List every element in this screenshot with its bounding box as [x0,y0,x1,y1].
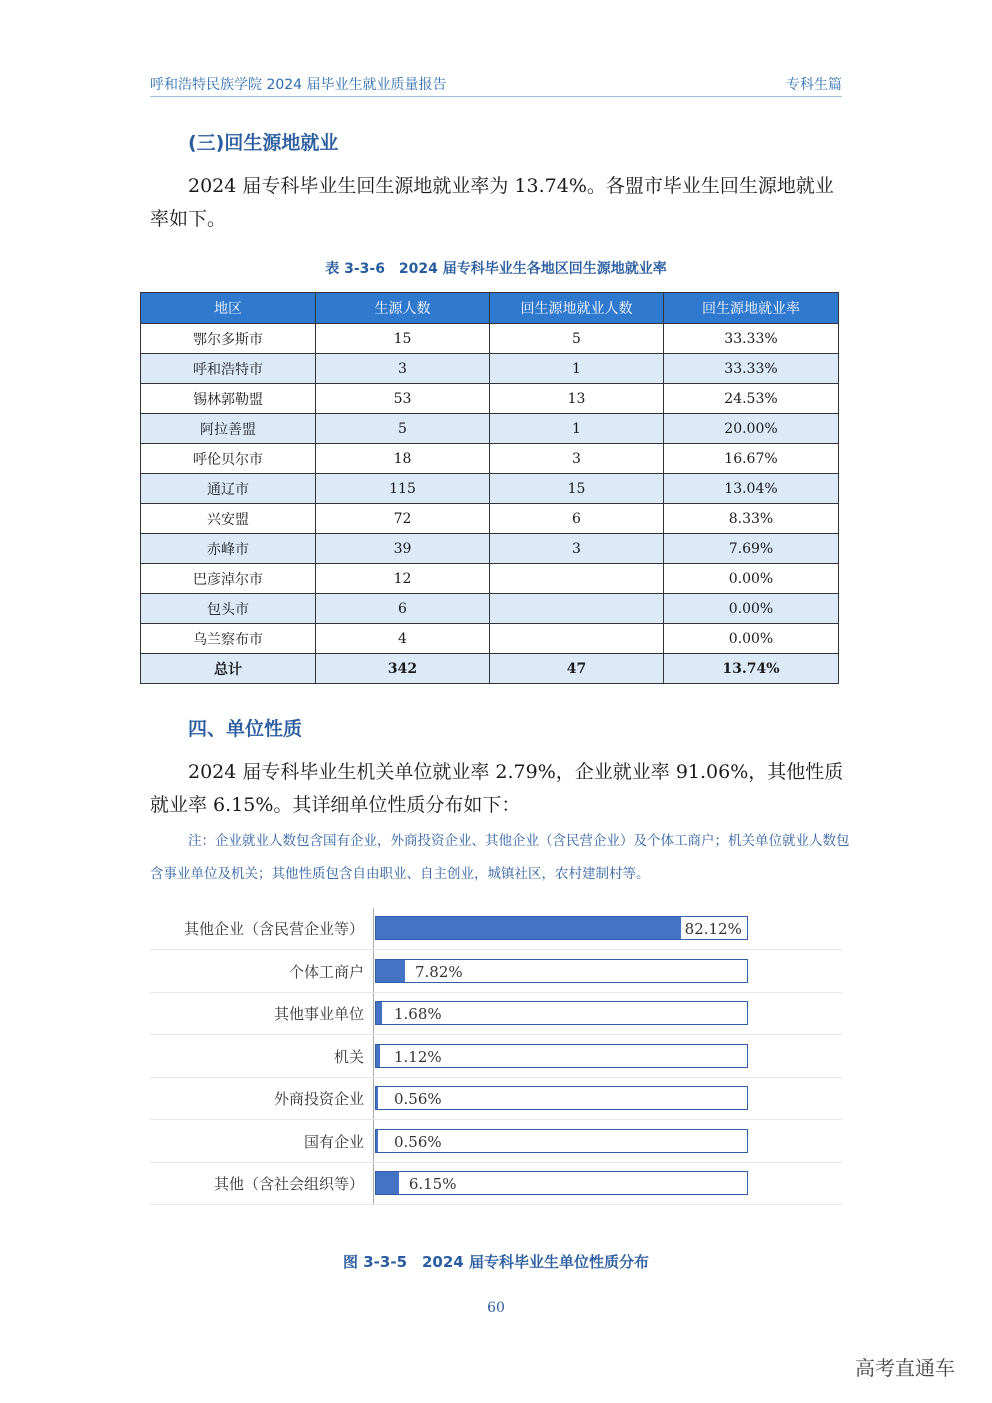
table-cell: 通辽市 [141,474,316,504]
table-cell: 16.67% [664,444,839,474]
table-cell: 5 [316,414,490,444]
table-cell: 8.33% [664,504,839,534]
chart-gridline [150,949,842,950]
chart-gridline [150,1077,842,1078]
table-cell: 乌兰察布市 [141,624,316,654]
table-cell: 0.00% [664,594,839,624]
chart-value-label: 1.12% [394,1047,442,1066]
section-4-paragraph: 2024 届专科毕业生机关单位就业率 2.79%，企业就业率 91.06%，其他性质就业率 6.15%。其详细单位性质分布如下： [150,761,844,816]
chart-axis [373,908,374,1204]
table-caption: 表 3-3-6 2024 届专科毕业生各地区回生源地就业率 [325,261,667,277]
table-cell: 3 [490,534,664,564]
table-cell: 6 [316,594,490,624]
chart-category-label: 其他事业单位 [273,1005,364,1023]
table-cell: 15 [316,324,490,354]
table-cell [490,624,664,654]
table-cell: 锡林郭勒盟 [141,384,316,414]
page-header [150,70,842,94]
page-number: 60 [487,1300,505,1316]
note-text: 注：企业就业人数包含国有企业，外商投资企业、其他企业（含民营企业）及个体工商户；机关单位就业人数包含事业单位及机关；其他性质包含自由职业、自主创业，城镇社区，农村建制村等。 [150,833,850,882]
table-cell: 6 [490,504,664,534]
chart-bar-fill [376,960,405,982]
table-row [141,534,839,564]
table-row [141,414,839,444]
table-cell [490,564,664,594]
header-report-title: 呼和浩特民族学院 2024 届毕业生就业质量报告 [150,77,447,93]
table-cell: 18 [316,444,490,474]
table-cell: 33.33% [664,354,839,384]
table-cell: 包头市 [141,594,316,624]
table-cell: 115 [316,474,490,504]
table-cell [490,594,664,624]
table-row [141,594,839,624]
table-header-row [141,293,839,324]
table-cell: 39 [316,534,490,564]
table-cell: 72 [316,504,490,534]
table-row [141,324,839,354]
chart-gridline [150,1119,842,1120]
chart-value-label: 7.82% [415,962,463,981]
chart-gridline [150,1034,842,1035]
table-total-cell: 13.74% [664,654,839,684]
section-3-paragraph: 2024 届专科毕业生回生源地就业率为 13.74%。各盟市毕业生回生源地就业率如下。 [150,175,834,230]
table-row [141,474,839,504]
header-cell-return-rate: 回生源地就业率 [664,293,839,324]
chart-bar-fill [376,1172,399,1194]
chart-caption: 图 3-3-5 2024 届专科毕业生单位性质分布 [343,1253,649,1271]
header-cell-source-count: 生源人数 [316,293,490,324]
header-section-name: 专科生篇 [786,77,842,93]
chart-value-label: 0.56% [394,1090,442,1108]
section-4-title: 四、单位性质 [188,718,303,740]
chart-bar [375,1001,748,1025]
chart-value-label: 82.12% [684,920,742,938]
table-row [141,564,839,594]
table-cell: 15 [490,474,664,504]
chart-bar [375,1044,748,1068]
table-cell: 赤峰市 [141,534,316,564]
table-cell: 0.00% [664,564,839,594]
chart-bar [375,959,748,983]
chart-gridline [150,1162,842,1163]
chart-bar [375,1171,748,1195]
table-row [141,384,839,414]
table-row [141,624,839,654]
chart-bar-fill [376,917,681,939]
chart-category-label: 外商投资企业 [273,1090,364,1108]
table-row [141,444,839,474]
table-cell: 5 [490,324,664,354]
unit-type-bar-chart [150,900,842,1220]
header-divider [150,96,842,97]
table-total-cell: 342 [316,654,490,684]
header-cell-region: 地区 [141,293,316,324]
table-cell: 13 [490,384,664,414]
table-cell: 20.00% [664,414,839,444]
table-cell: 呼和浩特市 [141,354,316,384]
table-cell: 呼伦贝尔市 [141,444,316,474]
employment-by-region-table [140,292,839,684]
table-cell: 3 [490,444,664,474]
table-row [141,354,839,384]
table-cell: 3 [316,354,490,384]
chart-bar-fill [376,1002,382,1024]
table-cell: 53 [316,384,490,414]
chart-value-label: 0.56% [394,1132,442,1151]
chart-category-label: 机关 [333,1047,364,1066]
table-cell: 0.00% [664,624,839,654]
chart-bar [375,916,748,940]
watermark-text: 高考直通车 [855,1356,955,1380]
chart-bar [375,1129,748,1153]
table-total-row [141,654,839,684]
table-cell: 13.04% [664,474,839,504]
table-total-cell: 47 [490,654,664,684]
chart-bar-fill [376,1130,378,1152]
table-cell: 巴彦淖尔市 [141,564,316,594]
chart-bar-fill [376,1045,380,1067]
chart-category-label: 个体工商户 [288,962,364,981]
table-row [141,504,839,534]
table-cell: 1 [490,414,664,444]
chart-category-label: 其他（含社会组织等） [213,1175,364,1193]
chart-category-label: 国有企业 [303,1132,364,1151]
table-cell: 7.69% [664,534,839,564]
table-total-cell: 总计 [141,654,316,684]
table-cell: 12 [316,564,490,594]
chart-value-label: 1.68% [394,1005,442,1023]
table-cell: 鄂尔多斯市 [141,324,316,354]
table-cell: 4 [316,624,490,654]
table-cell: 1 [490,354,664,384]
table-cell: 阿拉善盟 [141,414,316,444]
header-cell-return-count: 回生源地就业人数 [490,293,664,324]
chart-bar [375,1086,748,1110]
chart-gridline [150,992,842,993]
chart-bar-fill [376,1087,378,1109]
chart-value-label: 6.15% [408,1175,457,1193]
table-cell: 24.53% [664,384,839,414]
section-3-title: (三)回生源地就业 [188,132,339,154]
table-cell: 33.33% [664,324,839,354]
table-cell: 兴安盟 [141,504,316,534]
chart-category-label: 其他企业（含民营企业等） [183,920,364,938]
chart-gridline [150,1204,842,1205]
